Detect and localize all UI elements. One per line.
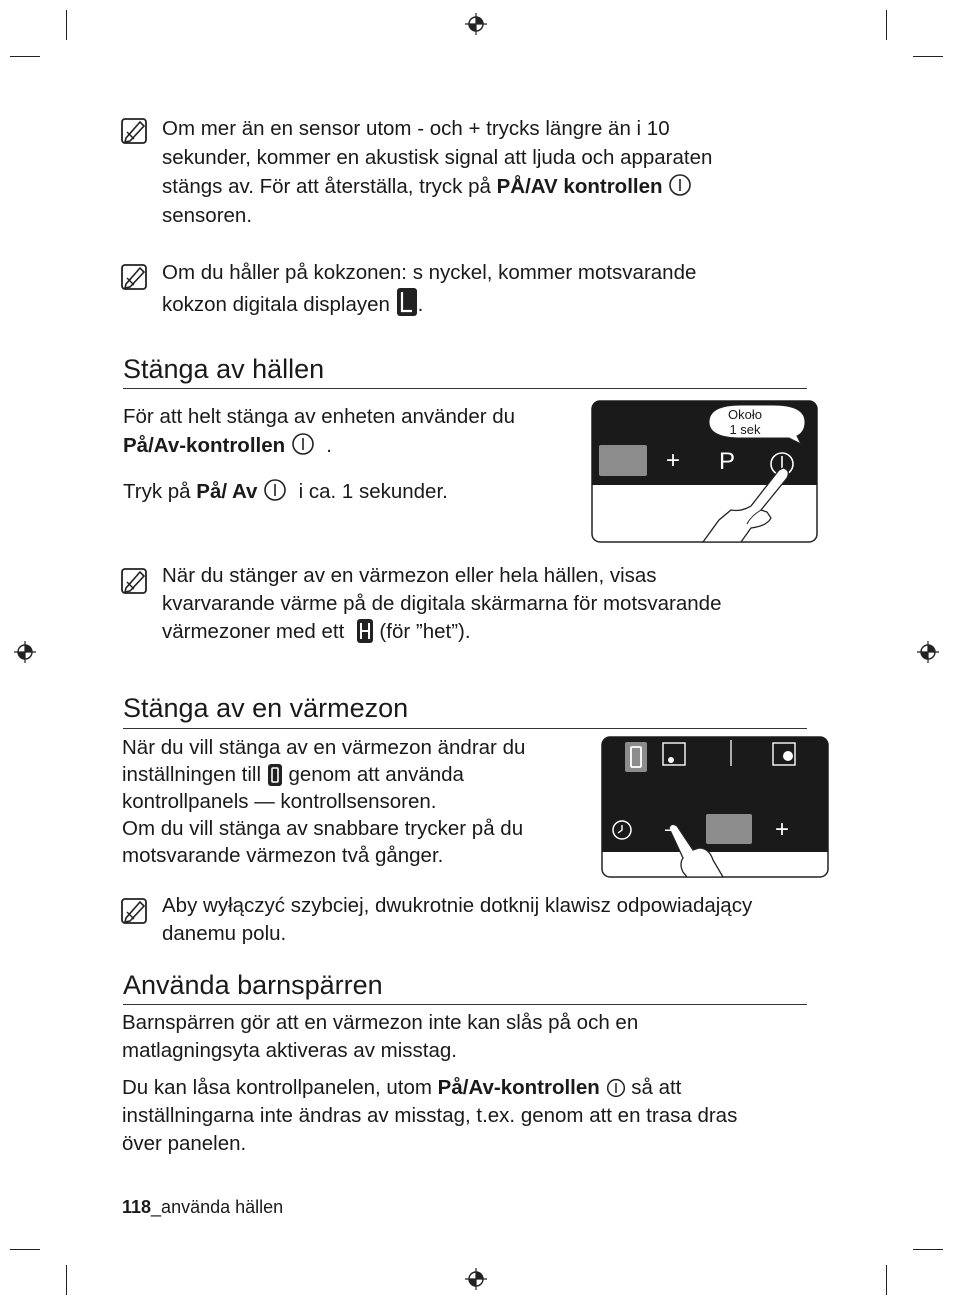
text-line: motsvarande värmezon två gånger.: [122, 844, 444, 867]
section-paragraph: [122, 734, 525, 869]
text-line: Om du vill stänga av snabbare trycker på du: [122, 817, 524, 840]
text-line: För att helt stänga av enheten använder du: [123, 405, 516, 428]
text-line: På/Av-kontrollen .: [123, 434, 332, 457]
note-line: sensoren.: [162, 204, 253, 227]
text-line: inställningen till genom att använda: [122, 763, 464, 786]
crop-mark: [913, 56, 943, 57]
note-line: Om mer än en sensor utom - och + trycks längre än i 10: [162, 117, 670, 140]
registration-mark-icon: [917, 641, 939, 663]
note-icon: [120, 566, 150, 596]
text-line: När du vill stänga av en värmezon ändrar du: [122, 736, 526, 759]
section-heading: Använda barnspärren: [123, 970, 383, 1000]
note-line: Om du håller på kokzonen: s nyckel, kommer motsvarande: [162, 261, 697, 284]
note-paragraph: [162, 114, 712, 230]
text-line: Barnspärren gör att en värmezon inte kan slås på och en: [122, 1011, 639, 1034]
footer-text: _använda hällen: [151, 1197, 284, 1217]
crop-mark: [886, 1265, 887, 1295]
power-control-label: På/Av-kontrollen: [437, 1076, 600, 1099]
text-line: kontrollpanels — kontrollsensoren.: [122, 790, 437, 813]
p-key-label: P: [719, 448, 736, 475]
note-icon: [120, 896, 150, 926]
crop-mark: [10, 1249, 40, 1250]
note-paragraph: [162, 892, 752, 948]
page-number: 118: [122, 1197, 152, 1217]
note-line: sekunder, kommer en akustisk signal att ljuda och apparaten: [162, 146, 713, 169]
note-line: Aby wyłączyć szybciej, dwukrotnie dotknij klawisz odpowiadający: [162, 894, 753, 917]
bubble-text: 1 sek: [729, 422, 761, 437]
heading-rule: [123, 728, 807, 729]
power-icon: [606, 1078, 626, 1098]
crop-mark: [913, 1249, 943, 1250]
power-icon: [263, 478, 287, 502]
crop-mark: [10, 56, 40, 57]
section-paragraph: [123, 402, 515, 460]
note-paragraph: [162, 562, 721, 646]
note-line: danemu polu.: [162, 922, 287, 945]
residual-heat-h-icon: [356, 618, 374, 644]
text-line: inställningarna inte ändras av misstag, t.ex. genom att en trasa dras: [122, 1104, 738, 1127]
text-line: över panelen.: [122, 1132, 247, 1155]
section-paragraph: [122, 1074, 737, 1158]
page-footer: [122, 1197, 283, 1218]
power-off-illustration: [591, 400, 818, 543]
note-icon: [120, 262, 150, 292]
registration-mark-icon: [465, 1268, 487, 1290]
power-icon: [291, 432, 315, 456]
power-control-label: På/Av-kontrollen: [123, 434, 286, 457]
zone-panel-figure: [601, 736, 829, 878]
note-line: kokzon digitala displayen .: [162, 287, 696, 319]
note-paragraph: [162, 258, 696, 319]
registration-mark-icon: [14, 641, 36, 663]
power-icon: [668, 173, 692, 197]
bubble-text: Około: [728, 407, 762, 422]
note-line: När du stänger av en värmezon eller hela hällen, visas: [162, 564, 657, 587]
power-control-label: På/ Av: [196, 480, 258, 503]
text-line: Du kan låsa kontrollpanelen, utom På/Av-kontrollen så att: [122, 1076, 682, 1099]
crop-mark: [66, 10, 67, 40]
minus-key-label: –: [665, 816, 678, 841]
section-heading: Stänga av en värmezon: [123, 693, 409, 723]
note-line: kvarvarande värme på de digitala skärmarna för motsvarande: [162, 592, 722, 615]
section-paragraph: Tryk på På/ Av i ca. 1 sekunder.: [123, 480, 448, 503]
lock-display-l-icon: [396, 287, 418, 317]
registration-mark-icon: [465, 13, 487, 35]
section-paragraph: [122, 1009, 638, 1065]
heading-rule: [123, 388, 807, 389]
plus-key-label: +: [775, 816, 790, 843]
power-control-label: PÅ/AV kontrollen: [496, 175, 663, 198]
plus-key-label: +: [666, 447, 681, 474]
crop-mark: [886, 10, 887, 40]
crop-mark: [66, 1265, 67, 1295]
note-line: stängs av. För att återställa, tryck på PÅ/AV kontrollen: [162, 172, 712, 201]
note-icon: [120, 116, 150, 146]
note-line: värmezoner med ett (för ”het”).: [162, 620, 471, 643]
control-panel-figure: [591, 400, 818, 543]
zero-display-icon: [267, 763, 283, 787]
heading-rule: [123, 1004, 807, 1005]
zone-off-illustration: [601, 736, 829, 878]
text-line: matlagningsyta aktiveras av misstag.: [122, 1039, 457, 1062]
section-heading: Stänga av hällen: [123, 354, 325, 384]
